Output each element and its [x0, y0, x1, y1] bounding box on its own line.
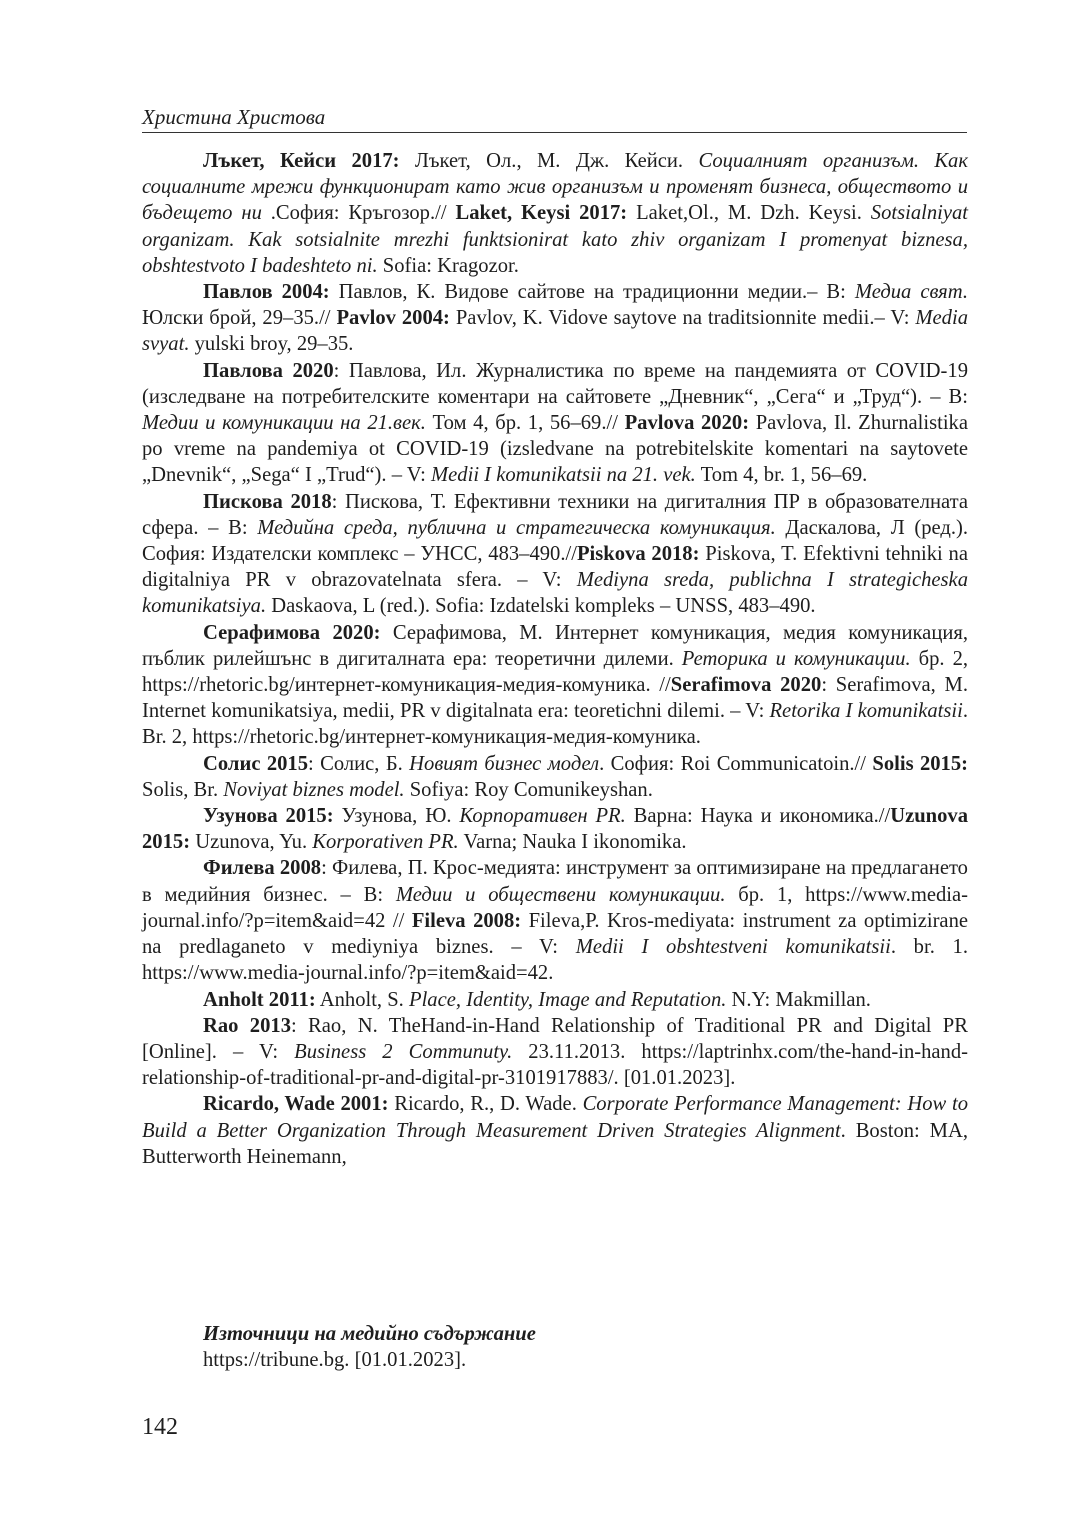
reference-text: Fileva,P. Kros-mediyata: instrument za optimizirane na predlaganeto v mediyniya biznes. – V: — [142, 909, 969, 959]
reference-text: Sofiya: Roy Comunikeyshan. — [404, 778, 653, 801]
reference-text: Варна: Наука и икономика.// — [625, 805, 891, 828]
reference-text: Pavlov, K. Vidove saytove na traditsionnite medii.– V: — [449, 307, 916, 330]
reference-title: Корпоративен PR. — [459, 805, 626, 828]
reference-item — [142, 1013, 968, 1092]
reference-title: Медийна среда, публична и стратегическа комуникация. — [257, 516, 776, 539]
reference-text: .София: Кръгозор.// — [261, 202, 456, 225]
reference-item — [142, 803, 968, 855]
reference-title: Korporativen PR. — [312, 831, 459, 854]
media-sources-section — [142, 1321, 968, 1373]
reference-key: Piskova 2018: — [576, 543, 700, 566]
reference-text: . София: Roi Communicatoin.// — [599, 752, 873, 775]
reference-text: . br. 1. https://www.media-journal.info/?p=item&aid=42. — [142, 936, 968, 985]
reference-key: Ricardo, Wade 2001: — [203, 1093, 389, 1116]
reference-key: Pavlov 2004: — [336, 307, 450, 330]
reference-key: Павлов 2004: — [203, 281, 330, 304]
reference-title: Социалният организъм. Как социалните мрежи функционират като жив организъм и променят бизнеса, обществото и бъдещето ни — [142, 150, 968, 225]
reference-text: N.Y: Makmillan. — [726, 988, 871, 1011]
reference-key: Pavlova 2020: — [624, 412, 750, 435]
reference-key: Solis 2015: — [872, 752, 968, 775]
reference-key: Anholt 2011: — [203, 988, 316, 1011]
reference-item — [142, 489, 968, 620]
reference-item — [142, 1091, 968, 1170]
reference-item — [142, 620, 968, 751]
reference-text: Ricardo, R., D. Wade. — [388, 1093, 583, 1116]
running-head-author: Христина Христова — [142, 104, 967, 133]
reference-text: Laket,Ol., M. Dzh. Keysi. — [627, 202, 871, 225]
reference-text: Solis, Br. — [142, 778, 224, 801]
reference-title: Place, Identity, Image and Reputation. — [408, 988, 727, 1011]
reference-title: Business 2 Communuty. — [294, 1040, 513, 1063]
reference-text: : Пискова, Т. Ефективни техники на дигиталния ПР в образователната сфера. – В: — [142, 490, 968, 539]
reference-text: Узунова, Ю. — [333, 805, 460, 828]
reference-text: Том 4, бр. 1, 56–69.// — [425, 412, 625, 435]
reference-text: Piskova, T. Efektivni tehniki na digitalniya PR v obrazovatelnata sfera. – V: — [142, 543, 968, 592]
reference-text: Tom 4, br. 1, 56–69. — [695, 464, 868, 487]
reference-title: Медии и комуникации на 21.век. — [142, 412, 426, 435]
reference-item — [142, 279, 968, 358]
reference-title: Sotsialniyat organizam. Kak sotsialnite mrezhi funktsionirat kato zhiv organizam I promenyat biznesa, obshtestvoto I badeshteto ni. — [142, 202, 969, 277]
reference-text: : Rao, N. TheHand-in-Hand Relationship of Traditional PR and Digital PR [Online]. – V: — [142, 1014, 968, 1063]
reference-title: Медиа свят. — [854, 281, 968, 304]
media-sources-heading: Източници на медийно съдържание — [203, 1323, 536, 1345]
reference-key: Пискова 2018 — [203, 490, 332, 513]
reference-text: Varna; Nauka I ikonomika. — [458, 831, 687, 854]
reference-key: Лъкет, Кейси 2017: — [203, 150, 400, 172]
reference-text: Uzunova, Yu. — [190, 831, 313, 854]
reference-title: Corporate Performance Management: How to Build a Better Organization Through Measurement Driven Strategies Alignment — [142, 1093, 969, 1142]
reference-key: Fileva 2008: — [411, 909, 522, 932]
reference-title: Реторика и комуникации. — [681, 647, 911, 670]
reference-text: Pavlova, Il. Zhurnalistika po vreme na pandemiya ot COVID-19 (izsledvane na potrebitelskite komentari na saytovete „Dnevnik“, „Sega“ I „Trud“). – V: — [142, 412, 968, 487]
reference-text: : Солис, Б. — [308, 752, 410, 775]
reference-item — [142, 751, 968, 803]
reference-text: Павлов, К. Видове сайтове на традиционни медии.– В: — [329, 281, 855, 304]
reference-text: : Павлова, Ил. Журналистика по време на пандемията от COVID-19 (изследване на потребителските коментари на сайтовете „Дневник“, „Сега“ и „Труд“). – В: — [142, 359, 968, 408]
reference-title: Mediyna sreda, publichna I strategicheska komunikatsiya. — [142, 569, 968, 618]
reference-title: Medii I obshtestveni komunikatsii — [575, 936, 891, 959]
reference-text: . Br. 2, https://rhetoric.bg/интернет-комуникация-медия-комуника. — [142, 700, 968, 749]
reference-title: Media svyat. — [142, 307, 968, 356]
reference-title: Retorika I komunikatsii — [769, 700, 963, 723]
reference-key: Филева 2008 — [203, 857, 322, 880]
reference-key: Laket, Keysi 2017: — [455, 202, 628, 225]
reference-item — [142, 358, 968, 489]
reference-text: бр. 2, https://rhetoric.bg/интернет-комуникация-медия-комуника. // — [142, 647, 969, 697]
reference-text: yulski broy, 29–35. — [189, 333, 354, 356]
reference-key: Serafimova 2020 — [670, 674, 822, 697]
reference-text: бр. 1, https://www.media-journal.info/?p=item&aid=42 // — [142, 883, 968, 932]
reference-text: Лъкет, Ол., М. Дж. Кейси. — [399, 150, 699, 172]
page-number: 142 — [142, 1414, 178, 1440]
reference-key: Uzunova 2015: — [142, 805, 969, 854]
reference-text: Серафимова, М. Интернет комуникация, медия комуникация, пъблик рилейшънс в дигиталната ера: теоретични дилеми. — [142, 621, 968, 670]
reference-title: Новият бизнес модел — [409, 752, 600, 775]
reference-text: Anholt, S. — [315, 988, 409, 1011]
reference-key: Павлова 2020 — [203, 359, 334, 382]
reference-text: Даскалова, Л (ред.). София: Издателски комплекс – УНСС, 483–490.// — [142, 516, 968, 566]
reference-key: Серафимова 2020: — [203, 621, 381, 644]
reference-text: : Филева, П. Крос-медията: инструмент за оптимизиране на предлагането в медийния бизнес. – В: — [142, 857, 968, 906]
reference-text: : Serafimova, M. Internet komunikatsiya, medii, PR v digitalnata era: teoretichni dilemi. – V: — [142, 674, 968, 723]
reference-key: Rao 2013 — [203, 1014, 291, 1037]
reference-title: Noviyat biznes model. — [223, 778, 405, 801]
reference-title: Медии и обществени комуникации. — [395, 883, 726, 906]
reference-key: Узунова 2015: — [203, 805, 334, 828]
reference-item — [142, 148, 968, 279]
reference-text: Sofia: Kragozor. — [377, 254, 519, 277]
reference-text: Daskaova, L (red.). Sofia: Izdatelski kompleks – UNSS, 483–490. — [266, 595, 816, 618]
reference-item — [142, 987, 968, 1013]
reference-item — [142, 855, 968, 986]
reference-list — [142, 148, 968, 1170]
reference-title: Medii I komunikatsii na 21. vek. — [431, 464, 696, 487]
media-source-entry: https://tribune.bg. [01.01.2023]. — [203, 1349, 467, 1372]
reference-text: . Boston: MA, Butterworth Heinemann, — [142, 1119, 968, 1168]
reference-text: Юлски брой, 29–35.// — [142, 307, 337, 330]
reference-text: 23.11.2013. https://laptrinhx.com/the-hand-in-hand-relationship-of-traditional-pr-and-digital-pr-3101917883/. [01.01.2023]. — [142, 1040, 968, 1090]
reference-key: Солис 2015 — [203, 752, 309, 775]
